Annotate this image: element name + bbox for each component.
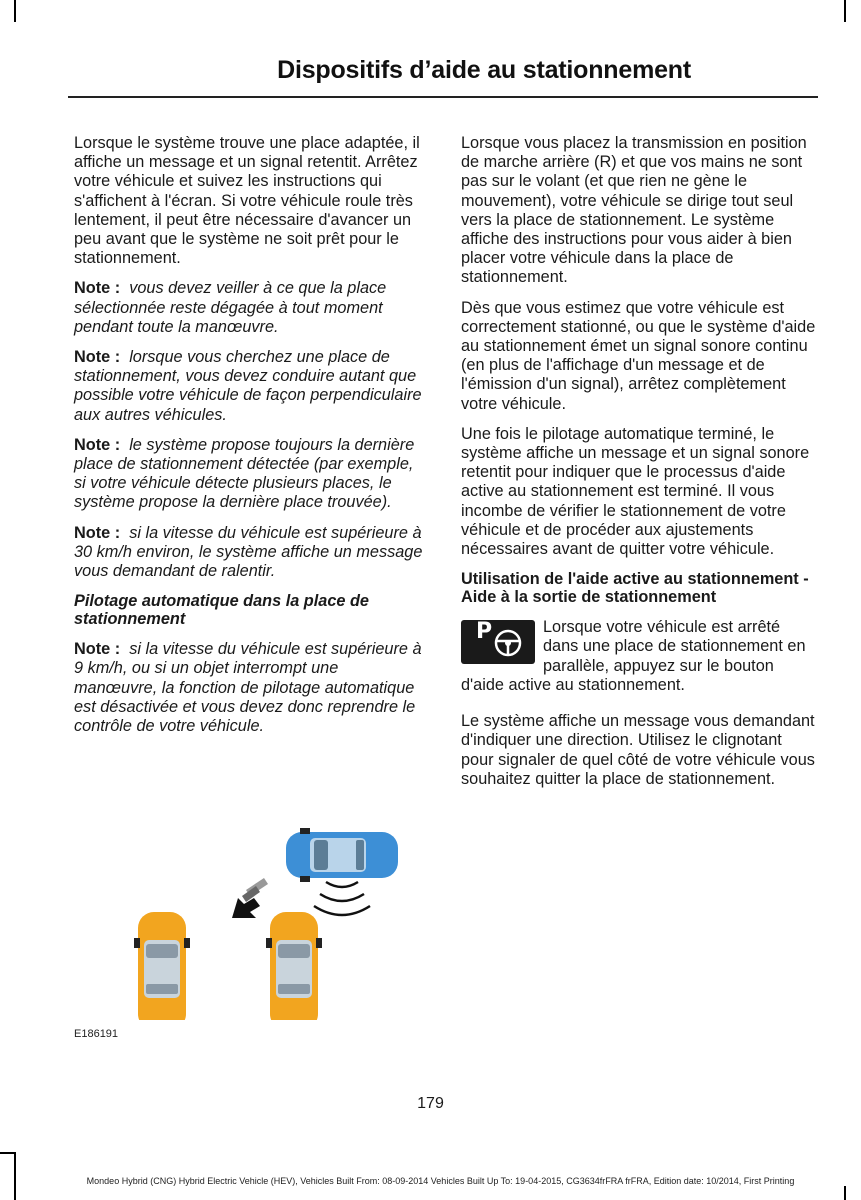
crop-mark-top-left xyxy=(14,0,16,22)
active-park-assist-icon xyxy=(461,620,535,664)
finish-paragraph: Une fois le pilotage automatique terminé, le système affiche un message et un signal sonore retentit pour indiquer que le processus d'aide active au stationnement est terminé. Il vous incombe de vérifier le stationnement de votre véhicule et de procéder aux ajustements nécessaires avant de quitter votre véhicule. xyxy=(461,424,810,559)
note-5 xyxy=(74,640,426,736)
note-2-text: lorsque vous cherchez une place de stationnement, vous devez conduire autant que possible votre véhicule de façon perpendiculaire aux autres véhicules. xyxy=(74,348,422,424)
note-3-text: le système propose toujours la dernière place de stationnement détectée (par exemple, si votre véhicule détecte plusieurs places, le système propose la dernière place trouvée). xyxy=(74,435,415,512)
header-rule xyxy=(68,96,818,98)
note-4 xyxy=(74,524,426,582)
note-1 xyxy=(74,279,426,337)
note-4-text: si la vitesse du véhicule est supérieure à 30 km/h environ, le système affiche un message vous demandant de ralentir. xyxy=(74,523,423,581)
steering-wheel-icon xyxy=(493,628,523,658)
section-heading-exit: Utilisation de l'aide active au stationnement - Aide à la sortie de stationnement xyxy=(461,570,809,607)
crop-mark-bottom-right xyxy=(844,1186,846,1200)
stop-paragraph: Dès que vous estimez que votre véhicule est correctement stationné, ou que le système d'aide au stationnement émet un signal sonore continu (en plus de l'affichage d'un message et de l'émission d'un signal), arrêtez complètement votre véhicule. xyxy=(461,298,816,413)
direction-paragraph: Le système affiche un message vous demandant d'indiquer une direction. Utilisez le clignotant pour signaler de quel côté de votre véhicule vous souhaitez quitter la place de stationnement. xyxy=(461,712,815,788)
reverse-paragraph: Lorsque vous placez la transmission en position de marche arrière (R) et que vos mains ne sont pas sur le volant (et que rien ne gène le mouvement), votre véhicule se dirige tout seul vers la place de stationnement. Le système affiche des instructions pour vous aider à bien placer votre véhicule dans la place de stationnement. xyxy=(461,134,807,287)
note-1-text: vous devez veiller à ce que la place sélectionnée reste dégagée à tout moment pendant toute la manœuvre. xyxy=(74,279,387,336)
note-label: Note : xyxy=(74,279,121,298)
exiting-car-blue xyxy=(286,828,398,882)
figure-id: E186191 xyxy=(74,1028,119,1040)
parking-illustration xyxy=(74,820,426,1040)
note-5-text: si la vitesse du véhicule est supérieure à 9 km/h, ou si un objet interrompt une manœuvre, la fonction de pilotage automatique est désactivée et vous devez donc reprendre le contrôle de votre véhicule. xyxy=(74,640,422,736)
page-number: 179 xyxy=(417,1095,444,1112)
note-label: Note : xyxy=(74,435,121,454)
parking-button-row xyxy=(461,618,817,698)
right-column xyxy=(461,134,817,800)
park-out-diagram xyxy=(74,820,426,1020)
crop-mark-bottom-left-h xyxy=(0,1152,15,1154)
crop-mark-top-right xyxy=(844,0,846,22)
button-paragraph: Lorsque votre véhicule est arrêté dans une place de stationnement en parallèle, appuyez sur le bouton d'aide active au stationnement. xyxy=(461,618,806,694)
intro-paragraph: Lorsque le système trouve une place adaptée, il affiche un message et un signal retentit. Arrêtez votre véhicule et suivez les instructions qui s'affichent à l'écran. Si votre véhicule roule très lentement, il peut être nécessaire d'avancer un peu avant que le système ne soit prêt pour le stationnement. xyxy=(74,134,420,268)
parked-car-right xyxy=(266,912,322,1020)
footer-text: Mondeo Hybrid (CNG) Hybrid Electric Vehicle (HEV), Vehicles Built From: 08-09-2014 Vehicles Built Up To: 19-04-2015, CG3634frFRA frFRA, Edition date: 10/2014, First Printing xyxy=(86,1176,795,1186)
sensor-waves-icon xyxy=(314,882,370,915)
note-3 xyxy=(74,436,426,513)
park-letter: P xyxy=(476,619,493,645)
section-heading-autosteer: Pilotage automatique dans la place de stationnement xyxy=(74,592,369,629)
page-title: Dispositifs d’aide au stationnement xyxy=(277,56,691,84)
note-label: Note : xyxy=(74,640,121,659)
parked-car-left xyxy=(134,912,190,1020)
note-2 xyxy=(74,348,426,425)
note-label: Note : xyxy=(74,523,121,542)
note-label: Note : xyxy=(74,348,121,367)
crop-mark-bottom-left xyxy=(14,1152,16,1200)
direction-arrow-icon xyxy=(232,878,268,918)
left-column xyxy=(74,134,426,747)
